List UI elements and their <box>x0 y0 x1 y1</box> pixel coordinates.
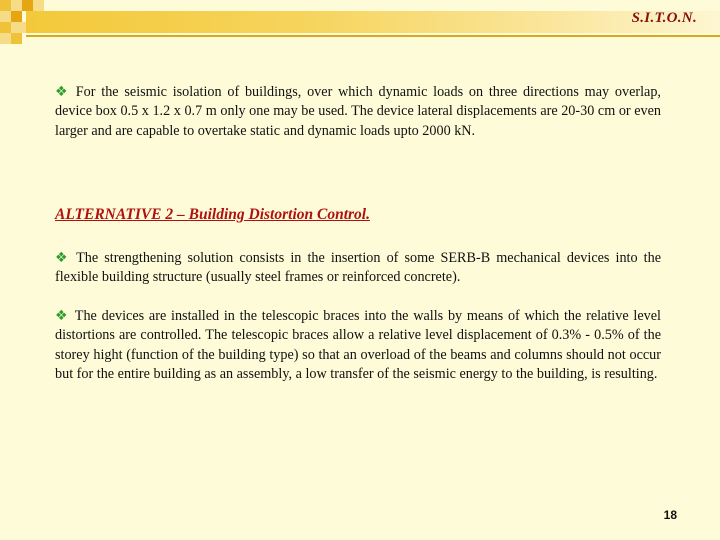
decor-square <box>11 22 22 33</box>
paragraph-devices <box>55 307 661 384</box>
decor-square <box>0 22 11 33</box>
page-title: S.I.T.O.N. <box>631 10 697 26</box>
decor-square <box>0 33 11 44</box>
decor-square <box>11 0 22 11</box>
decor-square <box>0 0 11 11</box>
diamond-bullet-icon: ❖ <box>55 250 71 266</box>
diamond-bullet-icon: ❖ <box>55 84 70 100</box>
decor-square <box>11 11 22 22</box>
section-heading: ALTERNATIVE 2 – Building Distortion Control. <box>55 206 370 223</box>
paragraph-devices-text: The devices are installed in the telescopic braces into the walls by means of which the relative level distortions are controlled. The telescopic braces allow a relative level displacement of 0.3% - 0.5% of the storey hight (function of the building type) so that an overload of the beams and columns should not occur but for the entire building as an assembly, a low transfer of the seismic energy to the building, is resulting. <box>55 308 661 382</box>
diamond-bullet-icon: ❖ <box>55 308 69 324</box>
page-number: 18 <box>663 508 677 522</box>
header-divider <box>26 35 720 37</box>
paragraph-isolation <box>55 83 661 141</box>
paragraph-isolation-text: For the seismic isolation of buildings, over which dynamic loads on three directions may overlap, device box 0.5 x 1.2 x 0.7 m only one may be used. The device lateral displacements are 20-30 cm or even larger and are capable to overtake static and dynamic loads upto 2000 kN. <box>55 84 661 139</box>
decor-square <box>33 0 44 11</box>
header-bar <box>26 11 720 33</box>
paragraph-strengthening-text: The strengthening solution consists in the insertion of some SERB-B mechanical devices into the flexible building structure (usually steel frames or reinforced concrete). <box>55 250 661 286</box>
decor-square <box>11 33 22 44</box>
decor-square <box>22 0 33 11</box>
paragraph-strengthening <box>55 249 661 288</box>
decor-square <box>0 11 11 22</box>
